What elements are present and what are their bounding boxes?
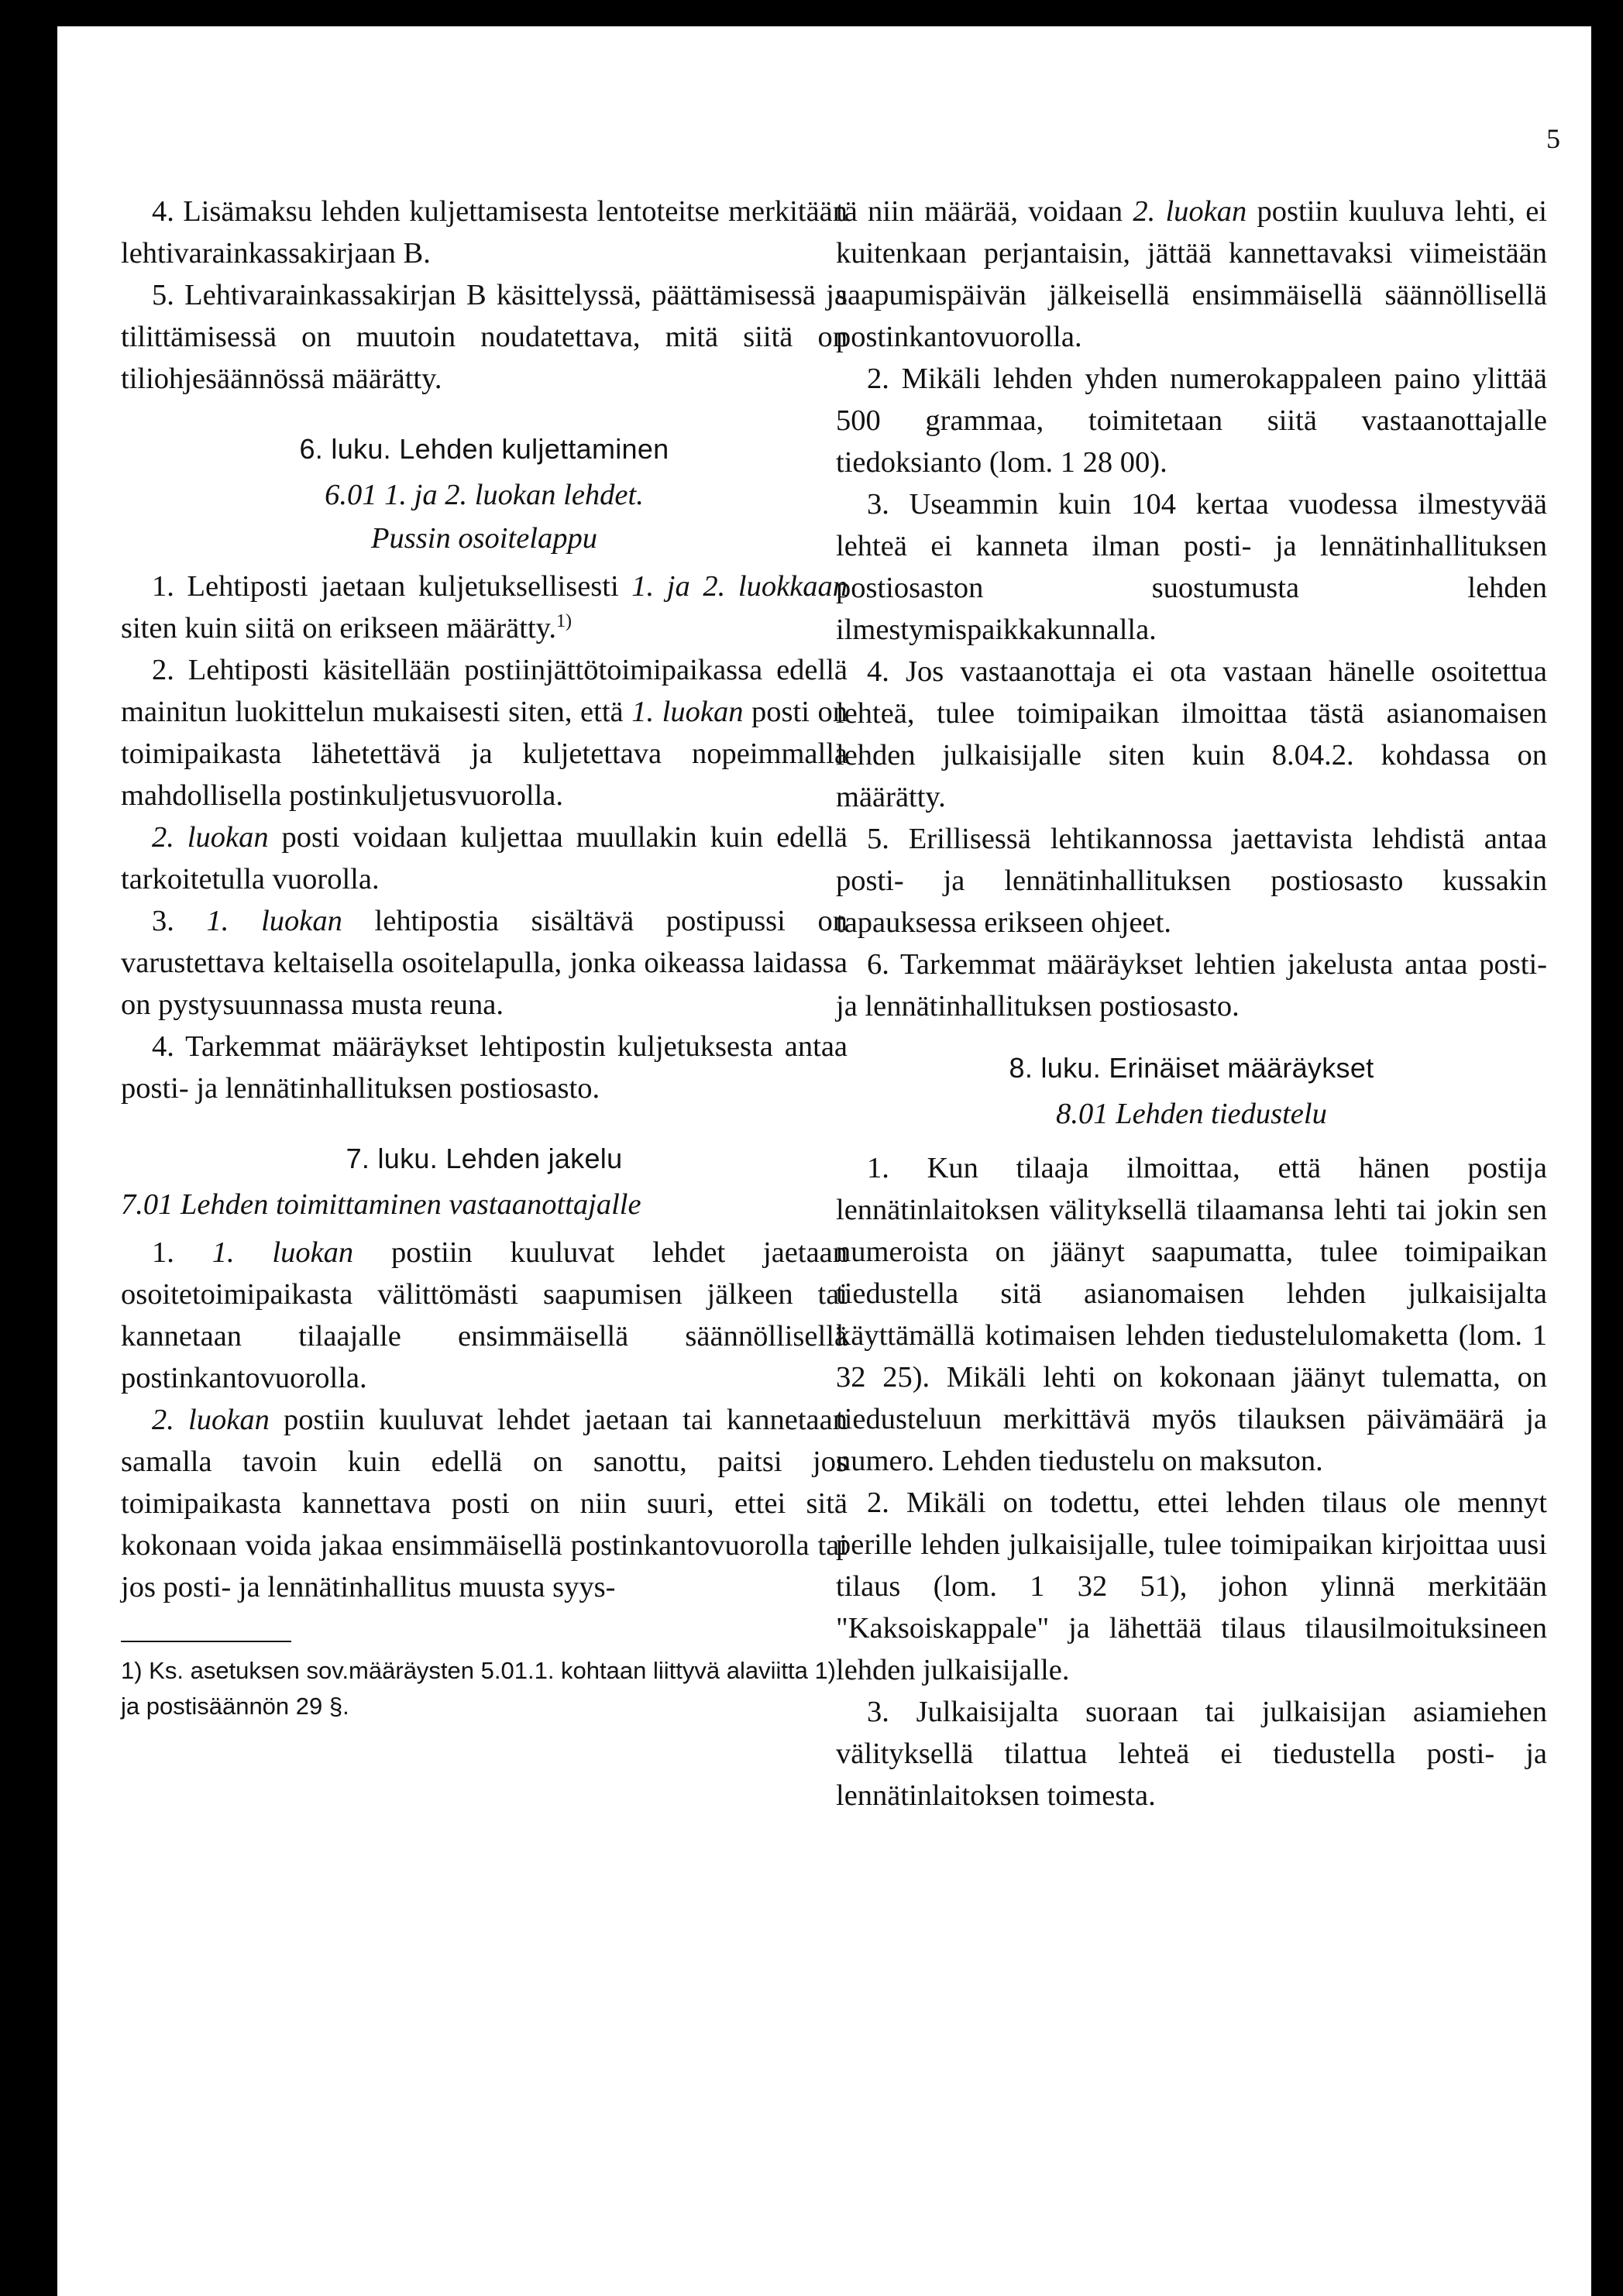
paragraph-8-1: 1. Kun tilaaja ilmoittaa, että hänen postija lennätinlaitoksen välityksellä tilaamansa lehti tai jokin sen numeroista on jäänyt saapumatta, tulee toimipaikan tiedustella sitä asianomaisen lehden julkaisijalta käyttämällä kotimaisen lehden tiedustelulomaketta (lom. 1 32 25). Mikäli lehti on kokonaan jäänyt tulematta, on tiedusteluun merkittävä myös tilauksen päivämäärä ja numero. Lehden tiedustelu on maksuton. xyxy=(836,1152,1547,1477)
footnote-ref: 1) xyxy=(556,611,573,632)
paragraph-7-3: 3. Useammin kuin 104 kertaa vuodessa ilmestyvää lehteä ei kanneta ilman posti- ja lennätinhallituksen postiosaston suostumusta lehden ilmestymispaikkakunnalla. xyxy=(836,488,1547,646)
right-column xyxy=(836,191,1547,1817)
section-8-01-title: 8.01 Lehden tiedustelu xyxy=(1056,1098,1327,1130)
chapter-6-heading: 6. luku. Lehden kuljettaminen xyxy=(299,433,669,465)
paragraph-6-2: 2. Lehtiposti käsitellään postiinjättötoimipaikassa edellä mainitun luokittelun mukaisesti siten, että 1. luokan posti on toimipaikasta lähetettävä ja kuljetettava nopeimmalla mahdollisella postinkuljetusvuorolla. xyxy=(121,654,848,812)
paragraph-8-3: 3. Julkaisijalta suoraan tai julkaisijan asiamiehen välityksellä tilattua lehteä ei tiedustella posti- ja lennätinlaitoksen toimesta. xyxy=(836,1696,1547,1812)
section-7-01-title: 7.01 Lehden toimittaminen vastaanottajalle xyxy=(121,1188,641,1221)
paragraph-6-4: 4. Tarkemmat määräykset lehtipostin kuljetuksesta antaa posti- ja lennätinhallituksen postiosasto. xyxy=(121,1030,848,1105)
paragraph-continued: tä niin määrää, voidaan 2. luokan postiin kuuluva lehti, ei kuitenkaan perjantaisin, jättää kannettavaksi viimeistään saapumispäivän jälkeisellä ensimmäisellä säännöllisellä postinkantovuorolla. xyxy=(836,195,1547,353)
document-page xyxy=(57,26,1591,2296)
chapter-8-heading: 8. luku. Erinäiset määräykset xyxy=(1009,1052,1374,1084)
paragraph-7-4: 4. Jos vastaanottaja ei ota vastaan hänelle osoitettua lehteä, tulee toimipaikan ilmoittaa tästä asianomaisen lehden julkaisijalle siten kuin 8.04.2. kohdassa on määrätty. xyxy=(836,655,1547,813)
paragraph-5-5: 5. Lehtivarainkassakirjan B käsittelyssä, päättämisessä ja tilittämisessä on muutoin noudatettava, mitä siitä on tiliohjesäännössä määrätty. xyxy=(121,279,848,395)
page-number: 5 xyxy=(1546,123,1560,154)
paragraph-6-1: 1. Lehtiposti jaetaan kuljetuksellisesti 1. ja 2. luokkaan siten kuin siitä on erikseen määrätty.$^{1)}$ xyxy=(121,570,848,644)
paragraph-7-5: 5. Erillisessä lehtikannossa jaettavista lehdistä antaa posti- ja lennätinhallituksen postiosasto kussakin tapauksessa erikseen ohjeet. xyxy=(836,823,1547,939)
paragraph-7-1: 1. 1. luokan postiin kuuluvat lehdet jaetaan osoitetoimipaikasta välittömästi saapumisen jälkeen tai kannetaan tilaajalle ensimmäisellä säännöllisellä postinkantovuorolla. xyxy=(121,1236,848,1394)
paragraph-7-6: 6. Tarkemmat määräykset lehtien jakelusta antaa posti- ja lennätinhallituksen postiosasto. xyxy=(836,948,1547,1023)
section-6-01-subtitle: Pussin osoitelappu xyxy=(371,522,597,555)
chapter-7-heading: 7. luku. Lehden jakelu xyxy=(346,1143,623,1174)
paragraph-8-2: 2. Mikäli on todettu, ettei lehden tilaus ole mennyt perille lehden julkaisijalle, tulee toimipaikan kirjoittaa uusi tilaus (lom. 1 32 51), johon ylinnä merkitään "Kaksoiskappale" ja lähettää tilaus tilausilmoituksineen lehden julkaisijalle. xyxy=(836,1487,1547,1686)
paragraph-6-2b: 2. luokan posti voidaan kuljettaa muullakin kuin edellä tarkoitetulla vuorolla. xyxy=(121,821,848,895)
section-6-01-title: 6.01 1. ja 2. luokan lehdet. xyxy=(325,479,644,511)
left-column xyxy=(121,191,848,1724)
footnote: 1) Ks. asetuksen sov.määräysten 5.01.1. kohtaan liittyvä alaviitta 1) ja postisäännön 29 §. xyxy=(121,1657,837,1720)
paragraph-5-4: 4. Lisämaksu lehden kuljettamisesta lentoteitse merkitään lehtivarainkassakirjaan B. xyxy=(121,195,848,270)
paragraph-7-2-2: 2. Mikäli lehden yhden numerokappaleen paino ylittää 500 grammaa, toimitetaan siitä vastaanottajalle tiedoksianto (lom. 1 28 00). xyxy=(836,363,1547,479)
footnote-divider xyxy=(121,1641,291,1642)
paragraph-6-3: 3. 1. luokan lehtipostia sisältävä postipussi on varustettava keltaisella osoitelapulla, jonka oikeassa laidassa on pystysuunnassa musta reuna. xyxy=(121,905,848,1021)
paragraph-7-2: 2. luokan postiin kuuluvat lehdet jaetaan tai kannetaan samalla tavoin kuin edellä on sanottu, paitsi jos toimipaikasta kannettava posti on niin suuri, ettei sitä kokonaan voida jakaa ensimmäisellä postinkantovuorolla tai jos posti- ja lennätinhallitus muusta syys- xyxy=(121,1404,848,1603)
